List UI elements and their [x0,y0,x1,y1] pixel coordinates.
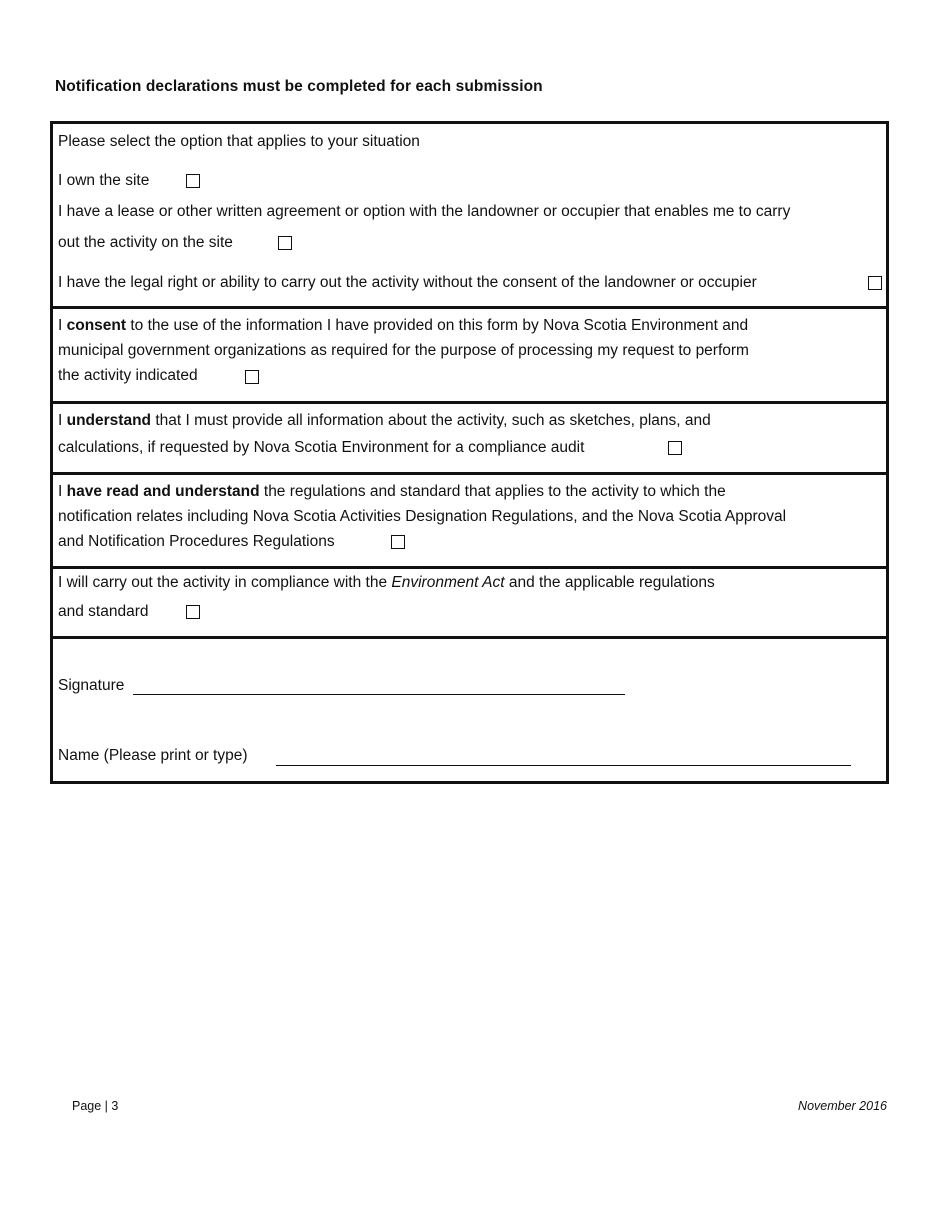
read-line3: and Notification Procedures Regulations [58,533,335,550]
read-checkbox[interactable] [391,535,405,549]
comply-line1-post: and the applicable regulations [504,574,715,591]
read-line1 [58,479,726,504]
read-prefix: I [58,483,67,500]
declarations-form [50,121,889,784]
read-line2: notification relates including Nova Scotia Activities Designation Regulations, and the Nova Scotia Approval [58,508,787,525]
understand-line1 [58,408,711,433]
consent-bold: consent [66,317,127,334]
signature-field[interactable] [133,694,625,695]
lease-checkbox[interactable] [278,236,292,250]
comply-section [53,569,886,639]
name-field[interactable] [276,765,851,766]
read-section [53,475,886,569]
footer-date: November 2016 [798,1099,887,1113]
consent-line2: municipal government organizations as required for the purpose of processing my request to perform [58,342,749,359]
page-heading: Notification declarations must be completed for each submission [55,78,543,95]
consent-line3: the activity indicated [58,367,198,384]
signature-section [53,639,886,781]
situation-section [53,124,886,309]
comply-line1 [58,570,715,595]
comply-line1-pre: I will carry out the activity in compliance with the [58,574,392,591]
understand-section [53,404,886,475]
legal-right-checkbox[interactable] [868,276,882,290]
understand-bold: understand [66,412,152,429]
consent-line1-rest: to the use of the information I have provided on this form by Nova Scotia Environment and [126,317,749,334]
own-site-checkbox[interactable] [186,174,200,188]
lease-label-line2: out the activity on the site [58,234,233,251]
consent-prefix: I [58,317,67,334]
understand-line2: calculations, if requested by Nova Scotia Environment for a compliance audit [58,439,585,456]
understand-line1-rest: that I must provide all information about the activity, such as sketches, plans, and [151,412,711,429]
legal-right-label: I have the legal right or ability to carry out the activity without the consent of the landowner or occupier [58,274,757,291]
read-line1-rest: the regulations and standard that applies to the activity to which the [259,483,726,500]
consent-section [53,309,886,404]
comply-checkbox[interactable] [186,605,200,619]
consent-checkbox[interactable] [245,370,259,384]
comply-line2: and standard [58,603,149,620]
lease-label-line1: I have a lease or other written agreement or option with the landowner or occupier that enables me to carry [58,203,791,220]
understand-prefix: I [58,412,67,429]
own-site-label: I own the site [58,172,150,189]
name-label: Name (Please print or type) [58,747,248,764]
understand-checkbox[interactable] [668,441,682,455]
signature-label: Signature [58,677,125,694]
consent-line1 [58,313,748,338]
situation-prompt: Please select the option that applies to your situation [58,133,420,150]
page-number: Page | 3 [72,1099,119,1113]
comply-act-name: Environment Act [391,574,505,591]
read-bold: have read and understand [66,483,260,500]
